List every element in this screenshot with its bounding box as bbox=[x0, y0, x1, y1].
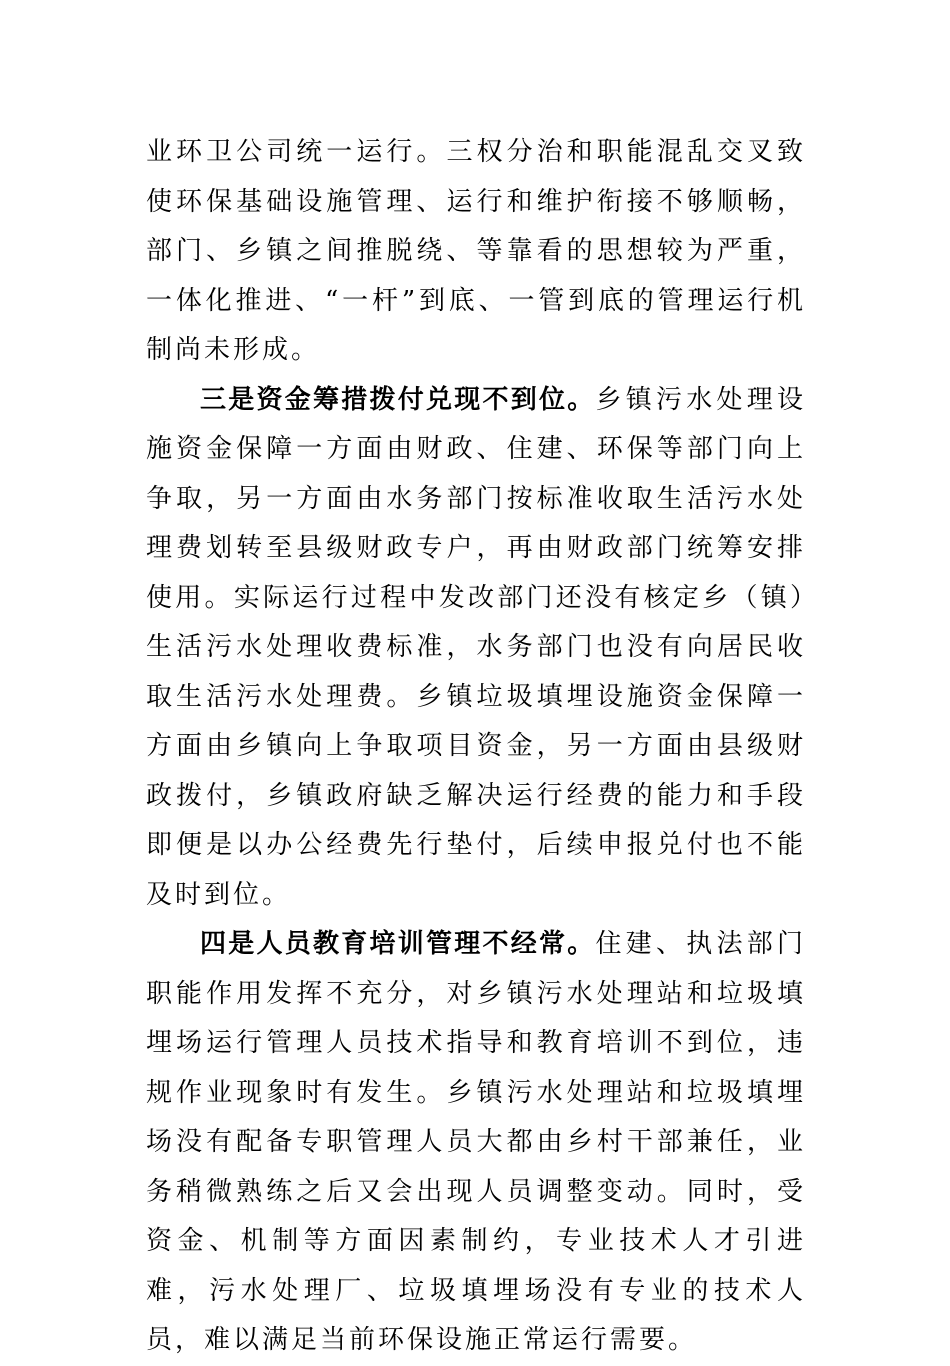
paragraph-lead-heading: 三是资金筹措拨付兑现不到位。 bbox=[200, 384, 596, 415]
paragraph-continuation bbox=[146, 128, 806, 376]
paragraph-training bbox=[146, 920, 806, 1366]
paragraph-text: 乡镇污水处理设施资金保障一方面由财政、住建、环保等部门向上争取，另一方面由水务部门按标准收取生活污水处理费划转至县级财政专户，再由财政部门统筹安排使用。实际运行过程中发改部门还没有核定乡（镇）生活污水处理收费标准，水务部门也没有向居民收取生活污水处理费。乡镇垃圾填埋设施资金保障一方面由乡镇向上争取项目资金，另一方面由县级财政拨付，乡镇政府缺乏解决运行经费的能力和手段即便是以办公经费先行垫付，后续申报兑付也不能及时到位。 bbox=[146, 384, 806, 910]
paragraph-text: 住建、执法部门职能作用发挥不充分，对乡镇污水处理站和垃圾填埋场运行管理人员技术指导和教育培训不到位，违规作业现象时有发生。乡镇污水处理站和垃圾填埋场没有配备专职管理人员大都由乡村干部兼任，业务稍微熟练之后又会出现人员调整变动。同时，受资金、机制等方面因素制约，专业技术人才引进难，污水处理厂、垃圾填埋场没有专业的技术人员，难以满足当前环保设施正常运行需要。 bbox=[146, 929, 806, 1355]
document-body bbox=[146, 128, 806, 1366]
paragraph-funding bbox=[146, 376, 806, 921]
paragraph-text: 业环卫公司统一运行。三权分治和职能混乱交叉致使环保基础设施管理、运行和维护衔接不够顺畅，部门、乡镇之间推脱绕、等靠看的思想较为严重，一体化推进、“一杆”到底、一管到底的管理运行机制尚未形成。 bbox=[146, 137, 806, 365]
paragraph-lead-heading: 四是人员教育培训管理不经常。 bbox=[200, 929, 596, 959]
